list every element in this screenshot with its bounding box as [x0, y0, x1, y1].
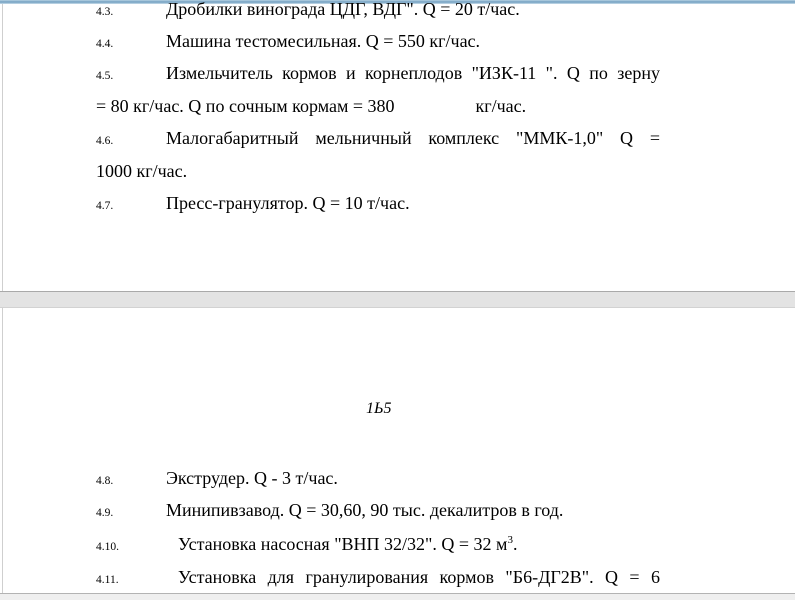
item-text: 1000 кг/час. [96, 161, 188, 181]
item-number: 4.7. [96, 200, 114, 212]
superscript: 3 [507, 534, 513, 546]
list-item-4-7 [96, 192, 410, 217]
item-text: Машина тестомесильная. Q = 550 кг/час. [166, 31, 481, 51]
item-text: Установка насосная "ВНП 32/32". Q = 32 м [178, 534, 508, 554]
item-text: = 80 кг/час. Q по сочным кормам = 380 [96, 96, 395, 116]
list-item-4-8 [96, 467, 338, 492]
list-item-4-5 [96, 62, 660, 87]
item-number: 4.3. [96, 6, 114, 18]
bottom-divider [0, 593, 795, 600]
list-item-4-9 [96, 499, 563, 524]
list-item-4-3 [96, 0, 520, 23]
item-text: Пресс-гранулятор. Q = 10 т/час. [166, 193, 410, 213]
item-number: 4.5. [96, 70, 114, 82]
page-break-separator [0, 291, 795, 308]
item-text: Минипивзавод. Q = 30,60, 90 тыс. декалитров в год. [166, 500, 564, 520]
item-number: 4.4. [96, 38, 114, 50]
item-text: Экструдер. Q - 3 т/час. [166, 468, 338, 488]
item-text: Дробилки винограда ЦДГ, ВДГ". Q = 20 т/час. [166, 0, 520, 19]
item-text: . [512, 534, 518, 554]
item-number: 4.9. [96, 507, 114, 519]
item-text: Измельчитель кормов и корнеплодов "ИЗК-11 ". Q по зерну [166, 63, 660, 83]
page-number: 1Ь5 [366, 400, 392, 417]
list-item-4-10 [96, 533, 517, 558]
item-text: Малогабаритный мельничный комплекс "ММК-1,0" Q = [166, 128, 660, 148]
list-item-4-4 [96, 30, 480, 55]
item-number: 4.11. [96, 574, 119, 586]
list-item-4-6 [96, 127, 660, 152]
item-text: Установка для гранулирования кормов "Б6-ДГ2В". Q = 6 [178, 567, 660, 587]
page-left-edge-line [2, 308, 3, 593]
item-text: кг/час. [475, 96, 527, 116]
page-left-edge-line [2, 4, 3, 291]
item-number: 4.6. [96, 135, 114, 147]
list-item-4-5-continuation [96, 95, 526, 117]
item-number: 4.8. [96, 475, 114, 487]
list-item-4-6-continuation [96, 160, 187, 182]
item-number: 4.10. [96, 541, 119, 553]
list-item-4-11 [96, 566, 660, 591]
